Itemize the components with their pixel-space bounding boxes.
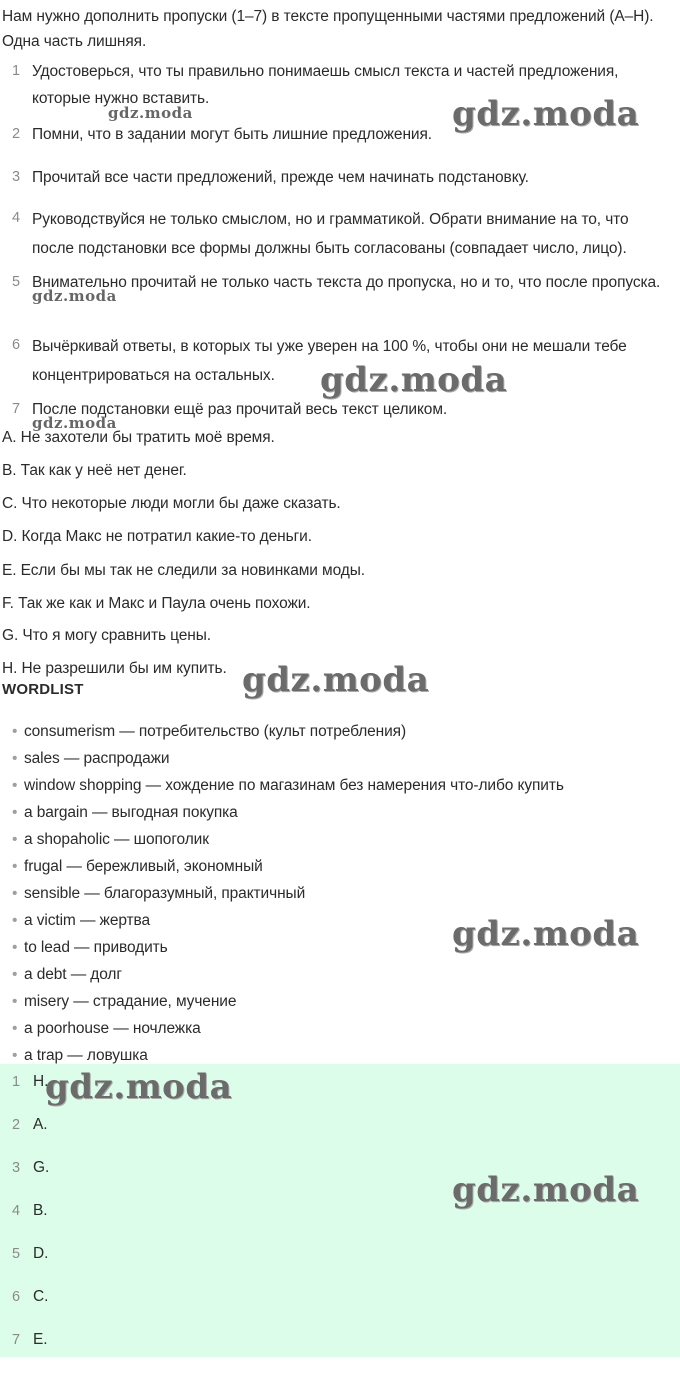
watermark-logo: gdz.moda [242, 660, 430, 700]
wordlist-item: • to lead — приводить [12, 936, 168, 960]
tip-number: 6 [12, 337, 20, 353]
tip-number: 1 [12, 63, 20, 79]
bullet-icon: • [12, 993, 18, 1010]
wordlist-item: • a shopaholic — шопоголик [12, 828, 209, 852]
watermark-logo: gdz.moda [108, 104, 193, 122]
option-c: C. Что некоторые люди могли бы даже сказать. [2, 495, 341, 512]
tip-text: Внимательно прочитай не только часть текста до пропуска, но и то, что после пропуска. [32, 274, 661, 291]
wordlist-item: • a debt — долг [12, 963, 122, 987]
tip-text: Прочитай все части предложений, прежде чем начинать подстановку. [32, 169, 529, 186]
bullet-icon: • [12, 966, 18, 983]
bullet-icon: • [12, 723, 18, 740]
answer-number: 7 [12, 1332, 20, 1348]
bullet-icon: • [12, 831, 18, 848]
answer-value: A. [33, 1116, 48, 1133]
wordlist-item: • sales — распродажи [12, 747, 169, 771]
bullet-icon: • [12, 885, 18, 902]
answer-value: E. [33, 1331, 48, 1348]
tip-number: 5 [12, 274, 20, 290]
watermark-logo: gdz.moda [45, 1067, 233, 1107]
wordlist-item: • a bargain — выгодная покупка [12, 801, 238, 825]
tip-number: 3 [12, 169, 20, 185]
option-g: G. Что я могу сравнить цены. [2, 627, 211, 644]
answer-number: 5 [12, 1246, 20, 1262]
watermark-logo: gdz.moda [320, 360, 508, 400]
bullet-icon: • [12, 1047, 18, 1064]
answers-panel [0, 1064, 680, 1357]
answer-value: H. [33, 1073, 49, 1090]
bullet-icon: • [12, 750, 18, 767]
wordlist-item: • misery — страдание, мучение [12, 990, 236, 1014]
answer-number: 2 [12, 1117, 20, 1133]
wordlist-item: • a victim — жертва [12, 909, 150, 933]
watermark-logo: gdz.moda [452, 94, 640, 134]
wordlist-item: • a trap — ловушка [12, 1044, 148, 1068]
option-f: F. Так же как и Макс и Паула очень похожи. [2, 595, 311, 612]
answer-number: 4 [12, 1203, 20, 1219]
bullet-icon: • [12, 1020, 18, 1037]
tip-number: 4 [12, 210, 20, 226]
answer-value: C. [33, 1288, 49, 1305]
watermark-logo: gdz.moda [32, 287, 117, 305]
tip-number: 7 [12, 401, 20, 417]
bullet-icon: • [12, 858, 18, 875]
tip-text: После подстановки ещё раз прочитай весь текст целиком. [32, 401, 448, 418]
wordlist-item: • a poorhouse — ночлежка [12, 1017, 201, 1041]
answer-value: G. [33, 1159, 50, 1176]
watermark-logo: gdz.moda [32, 414, 117, 432]
answer-number: 3 [12, 1160, 20, 1176]
bullet-icon: • [12, 939, 18, 956]
answer-number: 6 [12, 1289, 20, 1305]
option-e: E. Если бы мы так не следили за новинками моды. [2, 562, 365, 579]
wordlist-item: • sensible — благоразумный, практичный [12, 882, 305, 906]
wordlist-item: • frugal — бережливый, экономный [12, 855, 263, 879]
answer-value: B. [33, 1202, 48, 1219]
wordlist-item: • consumerism — потребительство (культ потребления) [12, 720, 406, 744]
tip-text: Помни, что в задании могут быть лишние предложения. [32, 126, 432, 143]
answer-number: 1 [12, 1074, 20, 1090]
tip-number: 2 [12, 126, 20, 142]
bullet-icon: • [12, 804, 18, 821]
tip-text: Вычёркивай ответы, в которых ты уже уверен на 100 %, чтобы они не мешали тебе концентрироваться на остальных. [32, 338, 627, 384]
option-h: H. Не разрешили бы им купить. [2, 660, 227, 677]
tip-text: Удостоверься, что ты правильно понимаешь смысл текста и частей предложения, которые нужно вставить. [32, 63, 619, 107]
bullet-icon: • [12, 912, 18, 929]
tip-text: Руководствуйся не только смыслом, но и грамматикой. Обрати внимание на то, что после подстановки все формы должны быть согласованы (совпадает число, лицо). [32, 211, 629, 257]
task-instructions: Нам нужно дополнить пропуски (1–7) в тексте пропущенными частями предложений (A–H). Одна часть лишняя. [2, 8, 654, 50]
watermark-logo: gdz.moda [452, 914, 640, 954]
option-d: D. Когда Макс не потратил какие-то деньги. [2, 528, 312, 545]
wordlist-item: • window shopping — хождение по магазинам без намерения что-либо купить [12, 774, 564, 798]
answer-value: D. [33, 1245, 49, 1262]
wordlist-heading: WORDLIST [2, 681, 84, 698]
bullet-icon: • [12, 777, 18, 794]
option-a: A. Не захотели бы тратить моё время. [2, 429, 275, 446]
option-b: B. Так как у неё нет денег. [2, 462, 187, 479]
watermark-logo: gdz.moda [452, 1170, 640, 1210]
